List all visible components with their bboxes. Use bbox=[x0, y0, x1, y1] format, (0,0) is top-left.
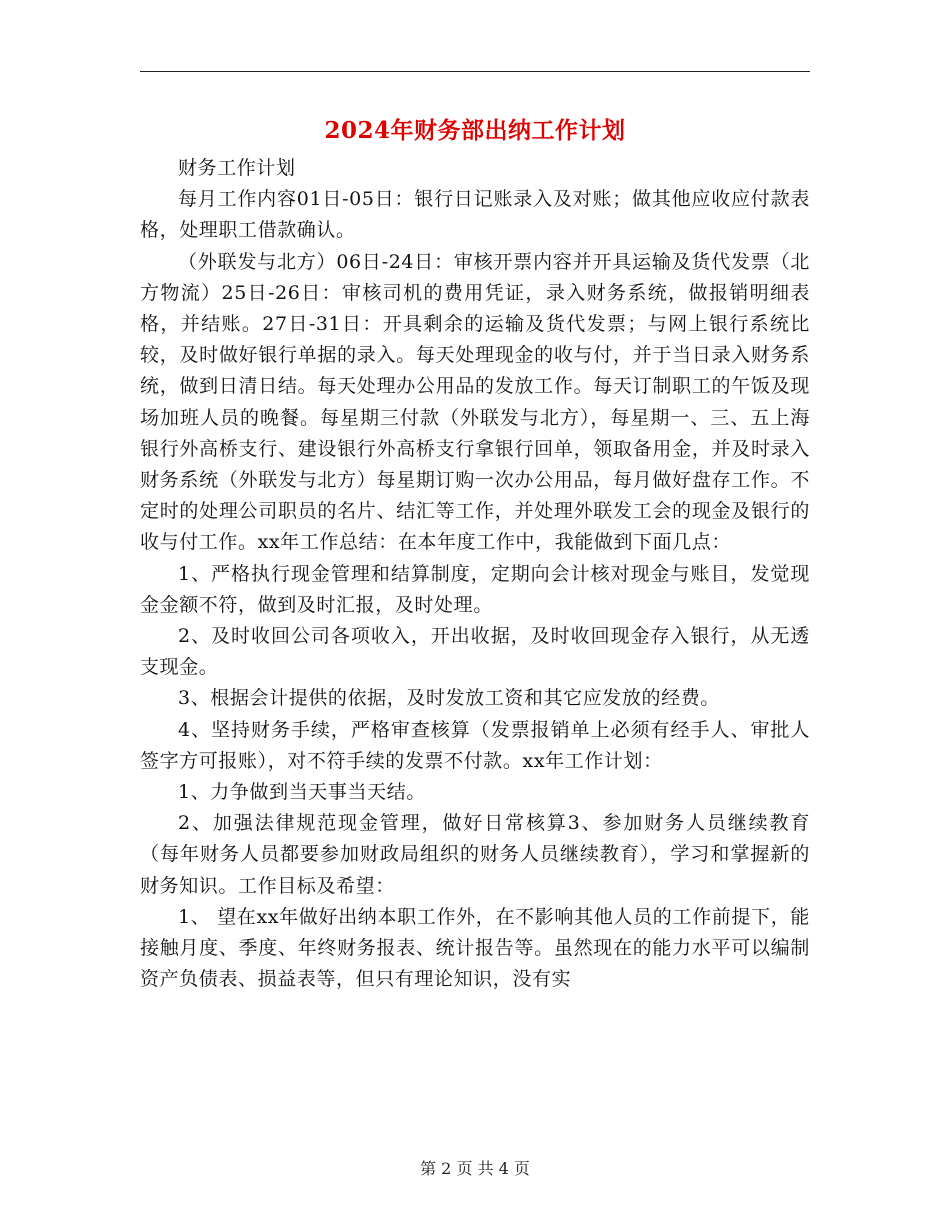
paragraph: 1、 望在xx年做好出纳本职工作外，在不影响其他人员的工作前提下，能接触月度、季度、年终财务报表、统计报告等。虽然现在的能力水平可以编制资产负债表、损益表等，但只有理论知识，没有实 bbox=[140, 905, 810, 991]
paragraph: 1、力争做到当天事当天结。 bbox=[178, 781, 426, 804]
paragraph: （外联发与北方）06日-24日：审核开票内容并开具运输及货代发票（北方物流）25日-26日：审核司机的费用凭证，录入财务系统，做报销明细表格，并结账。27日-31日：开具剩余的运输及货代发票；与网上银行系统比较，及时做好银行单据的录入。每天处理现金的收与付，并于当日录入财务系统，做到日清日结。每天处理办公用品的发放工作。每天订制职工的午饭及现场加班人员的晚餐。每星期三付款（外联发与北方），每星期一、三、五上海银行外高桥支行、建设银行外高桥支行拿银行回单，领取备用金，并及时录入财务系统（外联发与北方）每星期订购一次办公用品，每月做好盘存工作。不定时的处理公司职员的名片、结汇等工作，并处理外联发工会的现金及银行的收与付工作。xx年工作总结：在本年度工作中，我能做到下面几点： bbox=[140, 250, 810, 554]
document-body bbox=[140, 153, 810, 995]
paragraph: 3、根据会计提供的依据，及时发放工资和其它应发放的经费。 bbox=[178, 687, 720, 710]
header-rule bbox=[140, 71, 810, 72]
page-footer: 第 2 页 共 4 页 bbox=[420, 1159, 530, 1178]
paragraph: 每月工作内容01日-05日：银行日记账录入及对账；做其他应收应付款表格，处理职工借款确认。 bbox=[140, 188, 810, 242]
paragraph: 4、坚持财务手续，严格审查核算（发票报销单上必须有经手人、审批人签字方可报账），对不符手续的发票不付款。xx年工作计划： bbox=[140, 718, 810, 772]
document-title: 2024年财务部出纳工作计划 bbox=[324, 117, 626, 144]
paragraph: 1、严格执行现金管理和结算制度，定期向会计核对现金与账目，发觉现金金额不符，做到及时汇报，及时处理。 bbox=[140, 562, 810, 616]
paragraph: 2、加强法律规范现金管理，做好日常核算3、参加财务人员继续教育（每年财务人员都要参加财政局组织的财务人员继续教育），学习和掌握新的财务知识。工作目标及希望： bbox=[140, 812, 810, 897]
paragraph: 2、及时收回公司各项收入，开出收据，及时收回现金存入银行，从无透支现金。 bbox=[140, 625, 810, 679]
paragraph: 财务工作计划 bbox=[178, 157, 296, 179]
